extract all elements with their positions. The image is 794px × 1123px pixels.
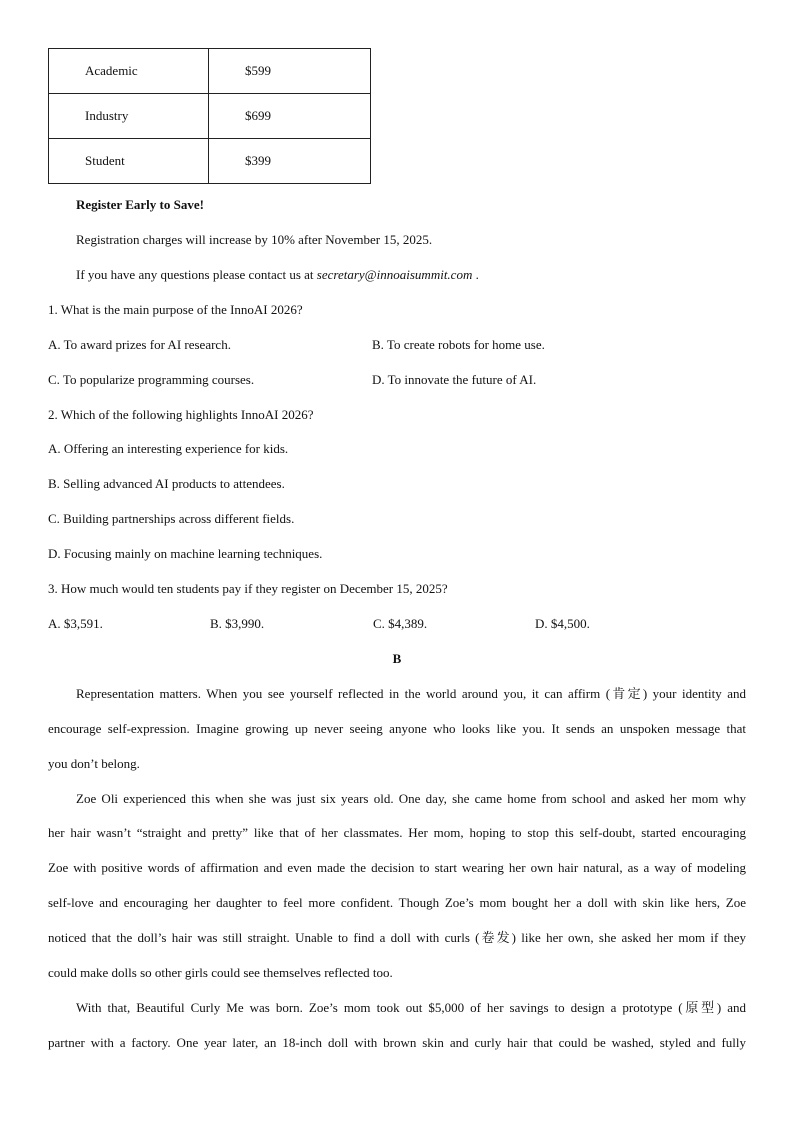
passage-line: could make dolls so other girls could see themselves reflected too. — [48, 965, 393, 980]
fee-price-cell: $399 — [209, 139, 371, 184]
passage-line: partner with a factory. One year later, an 18-inch doll with brown skin and curly hair that could be washed, styled and fully — [48, 1035, 746, 1050]
passage-line: Zoe Oli experienced this when she was just six years old. One day, she came home from school and asked her mom why — [76, 791, 746, 806]
passage-line: With that, Beautiful Curly Me was born. Zoe’s mom took out $5,000 of her savings to design a prototype (原型) and — [76, 1000, 746, 1015]
passage-line: Representation matters. When you see yourself reflected in the world around you, it can affirm (肯定) your identity and — [76, 686, 746, 701]
fee-price-cell: $599 — [209, 49, 371, 94]
question-2-option-d: D. Focusing mainly on machine learning techniques. — [48, 546, 323, 561]
contact-prefix: If you have any questions please contact us at — [76, 267, 317, 282]
question-1-option-c: C. To popularize programming courses. — [48, 372, 255, 387]
fee-type-cell: Industry — [49, 94, 209, 139]
passage-line: encourage self-expression. Imagine growing up never seeing anyone who looks like you. It sends an unspoken message that — [48, 721, 746, 736]
register-heading: Register Early to Save! — [76, 197, 204, 212]
contact-email: secretary@innoaisummit.com — [316, 267, 473, 282]
table-row — [49, 94, 371, 139]
question-1-option-a: A. To award prizes for AI research. — [48, 337, 231, 352]
registration-fee-table — [48, 48, 371, 184]
question-1-option-d: D. To innovate the future of AI. — [372, 372, 537, 387]
question-3-option-a: A. $3,591. — [48, 616, 103, 631]
section-b-heading: B — [392, 651, 402, 666]
passage-line: noticed that the doll’s hair was still straight. Unable to find a doll with curls (卷发) like her own, she asked her mom if they — [48, 930, 746, 945]
question-2-option-b: B. Selling advanced AI products to attendees. — [48, 476, 285, 491]
question-1-option-b: B. To create robots for home use. — [372, 337, 545, 352]
contact-line — [76, 267, 479, 283]
table-row — [49, 49, 371, 94]
table-row — [49, 139, 371, 184]
question-3-option-d: D. $4,500. — [535, 616, 590, 631]
question-3-option-b: B. $3,990. — [210, 616, 265, 631]
passage-line: her hair wasn’t “straight and pretty” like that of her classmates. Her mom, hoping to stop this self-doubt, started encouraging — [48, 825, 746, 840]
registration-note: Registration charges will increase by 10% after November 15, 2025. — [76, 232, 433, 247]
passage-line: you don’t belong. — [48, 756, 140, 771]
question-2-stem: 2. Which of the following highlights InnoAI 2026? — [48, 407, 314, 422]
question-1-stem: 1. What is the main purpose of the InnoAI 2026? — [48, 302, 303, 317]
fee-type-cell: Academic — [49, 49, 209, 94]
passage-line: Zoe with positive words of affirmation and even made the decision to start wearing her own hair natural, as a way of modeling — [48, 860, 746, 875]
contact-suffix: . — [472, 267, 479, 282]
question-3-option-c: C. $4,389. — [373, 616, 428, 631]
passage-line: self-love and encouraging her daughter to feel more confident. Though Zoe’s mom bought her a doll with skin like hers, Zoe — [48, 895, 746, 910]
fee-type-cell: Student — [49, 139, 209, 184]
fee-price-cell: $699 — [209, 94, 371, 139]
question-2-option-a: A. Offering an interesting experience for kids. — [48, 441, 289, 456]
question-3-stem: 3. How much would ten students pay if they register on December 15, 2025? — [48, 581, 448, 596]
question-2-option-c: C. Building partnerships across different fields. — [48, 511, 295, 526]
